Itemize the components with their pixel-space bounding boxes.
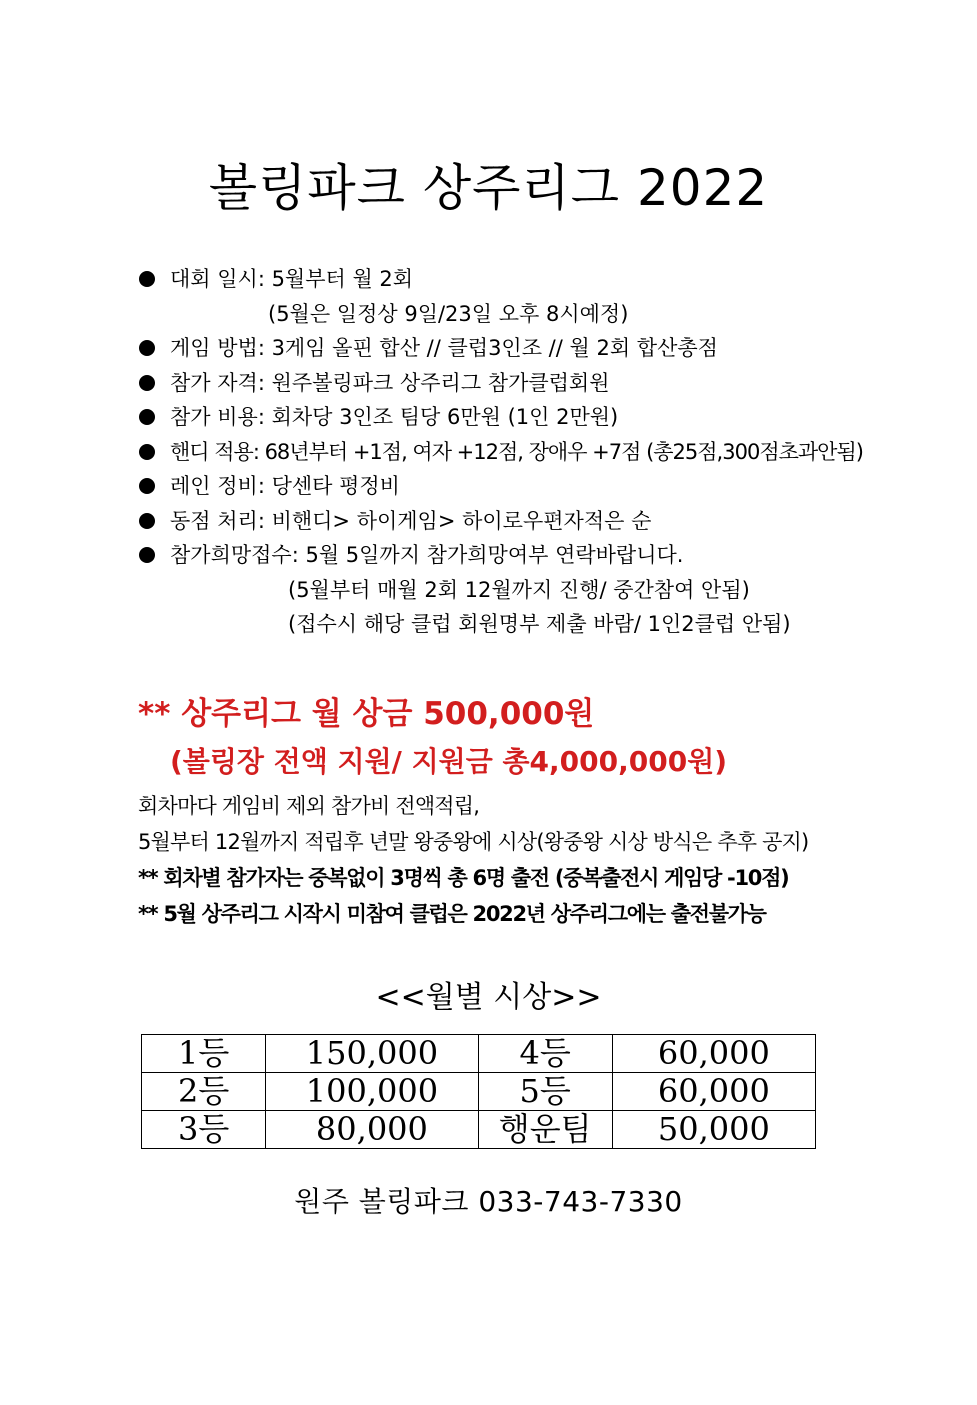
table-row [142, 1073, 816, 1111]
bullet-dot-icon [139, 375, 155, 391]
info-text: 동점 처리: 비핸디> 하이게임> 하이로우편자적은 순 [170, 508, 652, 533]
amount-cell: 100,000 [266, 1073, 478, 1111]
note-item: ** 회차별 참가자는 중복없이 3명씩 총 6명 출전 (중복출전시 게임당 -10점) [138, 866, 789, 890]
info-text: (접수시 해당 클럽 회원명부 제출 바람/ 1인2클럽 안됨) [288, 612, 791, 636]
info-tie-break [138, 504, 863, 539]
awards-table [141, 1034, 816, 1149]
info-lane-maintenance [138, 469, 863, 504]
amount-cell: 150,000 [266, 1035, 478, 1073]
bullet-dot-icon [139, 547, 155, 563]
info-registration-note-1 [138, 573, 863, 608]
info-game-method [138, 331, 863, 366]
prize-subline: (볼링장 전액 지원/ 지원금 총4,000,000원) [170, 745, 728, 778]
info-text: 핸디 적용: 68년부터 +1점, 여자 +12점, 장애우 +7점 (총25점,300점초과안됨) [170, 439, 863, 464]
bullet-dot-icon [139, 444, 155, 460]
note-item: ** 5월 상주리그 시작시 미참여 클럽은 2022년 상주리그에는 출전불가능 [138, 902, 766, 926]
awards-title: <<월별 시상>> [375, 980, 602, 1015]
page-title: 볼링파크 상주리그 2022 [208, 159, 769, 217]
amount-cell: 60,000 [612, 1035, 815, 1073]
info-eligibility [138, 366, 863, 401]
contact-line: 원주 볼링파크 033-743-7330 [294, 1185, 683, 1218]
info-registration [138, 538, 863, 573]
info-text: (5월부터 매월 2회 12월까지 진행/ 중간참여 안됨) [288, 577, 750, 602]
info-text: 대회 일시: 5월부터 월 2회 [170, 267, 414, 291]
rank-cell: 4등 [478, 1035, 612, 1073]
info-list [138, 262, 863, 642]
prize-headline: ** 상주리그 월 상금 500,000원 [138, 696, 595, 732]
table-row [142, 1035, 816, 1073]
table-row [142, 1111, 816, 1149]
rank-cell: 3등 [142, 1111, 266, 1149]
rank-cell: 2등 [142, 1073, 266, 1111]
notes-list [138, 788, 808, 932]
bullet-dot-icon [139, 513, 155, 529]
rank-cell: 행운팀 [478, 1111, 612, 1149]
info-text: 참가 비용: 회차당 3인조 팀당 6만원 (1인 2만원) [170, 405, 619, 429]
bullet-dot-icon [139, 478, 155, 494]
info-handicap [138, 435, 863, 470]
amount-cell: 50,000 [612, 1111, 815, 1149]
info-registration-note-2 [138, 607, 863, 642]
info-text: 참가희망접수: 5월 5일까지 참가희망여부 연락바랍니다. [170, 543, 684, 567]
note-item: 회차마다 게임비 제외 참가비 전액적립, [138, 794, 480, 818]
rank-cell: 1등 [142, 1035, 266, 1073]
amount-cell: 60,000 [612, 1073, 815, 1111]
rank-cell: 5등 [478, 1073, 612, 1111]
bullet-dot-icon [139, 409, 155, 425]
info-text: 레인 정비: 당센타 평정비 [170, 474, 400, 498]
info-text: 게임 방법: 3게임 올핀 합산 // 클럽3인조 // 월 2회 합산총점 [170, 336, 718, 360]
amount-cell: 80,000 [266, 1111, 478, 1149]
bullet-dot-icon [139, 340, 155, 356]
note-item: 5월부터 12월까지 적립후 년말 왕중왕에 시상(왕중왕 시상 방식은 추후 공지) [138, 830, 809, 854]
bullet-dot-icon [139, 271, 155, 287]
info-schedule-note [138, 297, 863, 332]
info-text: 참가 자격: 원주볼링파크 상주리그 참가클럽회원 [170, 370, 610, 395]
info-fee [138, 400, 863, 435]
info-schedule [138, 262, 863, 297]
info-text: (5월은 일정상 9일/23일 오후 8시예정) [268, 301, 629, 326]
